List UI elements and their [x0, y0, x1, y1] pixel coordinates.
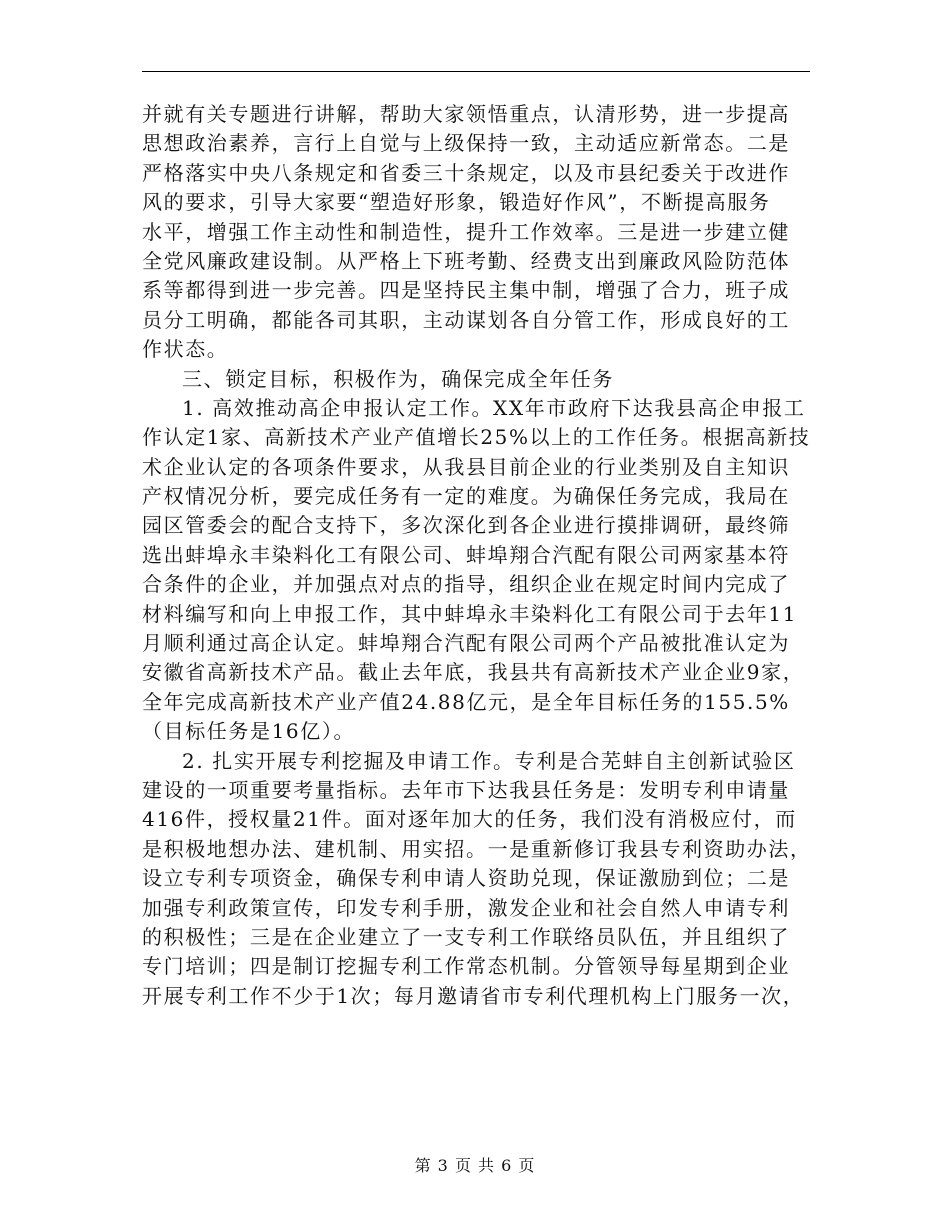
body-text — [142, 100, 810, 1011]
text-line: 作认定1家、高新技术产业产值增长25%以上的工作任务。根据高新技 — [142, 425, 811, 450]
text-line: 系等都得到进一步完善。四是坚持民主集中制，增强了合力，班子成 — [142, 278, 790, 303]
text-line: 416件，授权量21件。面对逐年加大的任务，我们没有消极应付，而 — [142, 807, 797, 832]
text-line: 材料编写和向上申报工作，其中蚌埠永丰染料化工有限公司于去年11 — [142, 601, 798, 626]
text-line: 1. 高效推动高企申报认定工作。XX年市政府下达我县高企申报工 — [182, 395, 806, 420]
text-line: 月顺利通过高企认定。蚌埠翔合汽配有限公司两个产品被批准认定为 — [142, 631, 790, 656]
text-line: 思想政治素养，言行上自觉与上级保持一致，主动适应新常态。二是 — [142, 131, 790, 156]
text-line: 产权情况分析，要完成任务有一定的难度。为确保任务完成，我局在 — [142, 484, 790, 509]
header-rule — [142, 71, 810, 72]
text-line: 术企业认定的各项条件要求，从我县目前企业的行业类别及自主知识 — [142, 454, 790, 479]
text-line: 合条件的企业，并加强点对点的指导，组织企业在规定时间内完成了 — [142, 572, 790, 597]
text-line: 建设的一项重要考量指标。去年市下达我县任务是：发明专利申请量 — [142, 777, 790, 802]
text-line: （目标任务是16亿）。 — [142, 719, 356, 744]
text-line: 专门培训；四是制订挖掘专利工作常态机制。分管领导每星期到企业 — [142, 954, 790, 979]
text-line: 2. 扎实开展专利挖掘及申请工作。专利是合芜蚌自主创新试验区 — [182, 748, 796, 773]
text-line: 严格落实中央八条规定和省委三十条规定，以及市县纪委关于改进作 — [142, 160, 790, 185]
text-line: 并就有关专题进行讲解，帮助大家领悟重点，认清形势，进一步提高 — [142, 102, 790, 126]
text-line: 设立专利专项资金，确保专利申请人资助兑现，保证激励到位；二是 — [142, 866, 790, 891]
text-line: 全年完成高新技术产业产值24.88亿元，是全年目标任务的155.5% — [142, 689, 790, 714]
text-line: 三、锁定目标，积极作为，确保完成全年任务 — [182, 366, 614, 391]
text-line: 员分工明确，都能各司其职，主动谋划各自分管工作，形成良好的工 — [142, 307, 790, 332]
text-line: 作状态。 — [142, 337, 229, 362]
text-line: 加强专利政策宣传，印发专利手册，激发企业和社会自然人申请专利 — [142, 895, 790, 920]
text-line: 园区管委会的配合支持下，多次深化到各企业进行摸排调研，最终筛 — [142, 513, 790, 538]
page-footer: 第 3 页 共 6 页 — [414, 1156, 536, 1175]
text-line: 水平，增强工作主动性和制造性，提升工作效率。三是进一步建立健 — [142, 219, 790, 244]
text-line: 全党风廉政建设制。从严格上下班考勤、经费支出到廉政风险防范体 — [142, 248, 790, 273]
text-line: 选出蚌埠永丰染料化工有限公司、蚌埠翔合汽配有限公司两家基本符 — [142, 542, 790, 567]
text-line: 风的要求，引导大家要“塑造好形象，锻造好作风”，不断提高服务 — [142, 190, 771, 215]
text-line: 是积极地想办法、建机制、用实招。一是重新修订我县专利资助办法， — [142, 836, 812, 861]
text-line: 开展专利工作不少于1次；每月邀请省市专利代理机构上门服务一次， — [142, 983, 805, 1008]
text-line: 的积极性；三是在企业建立了一支专利工作联络员队伍，并且组织了 — [142, 924, 790, 949]
text-line: 安徽省高新技术产品。截止去年底，我县共有高新技术产业企业9家， — [142, 660, 805, 685]
